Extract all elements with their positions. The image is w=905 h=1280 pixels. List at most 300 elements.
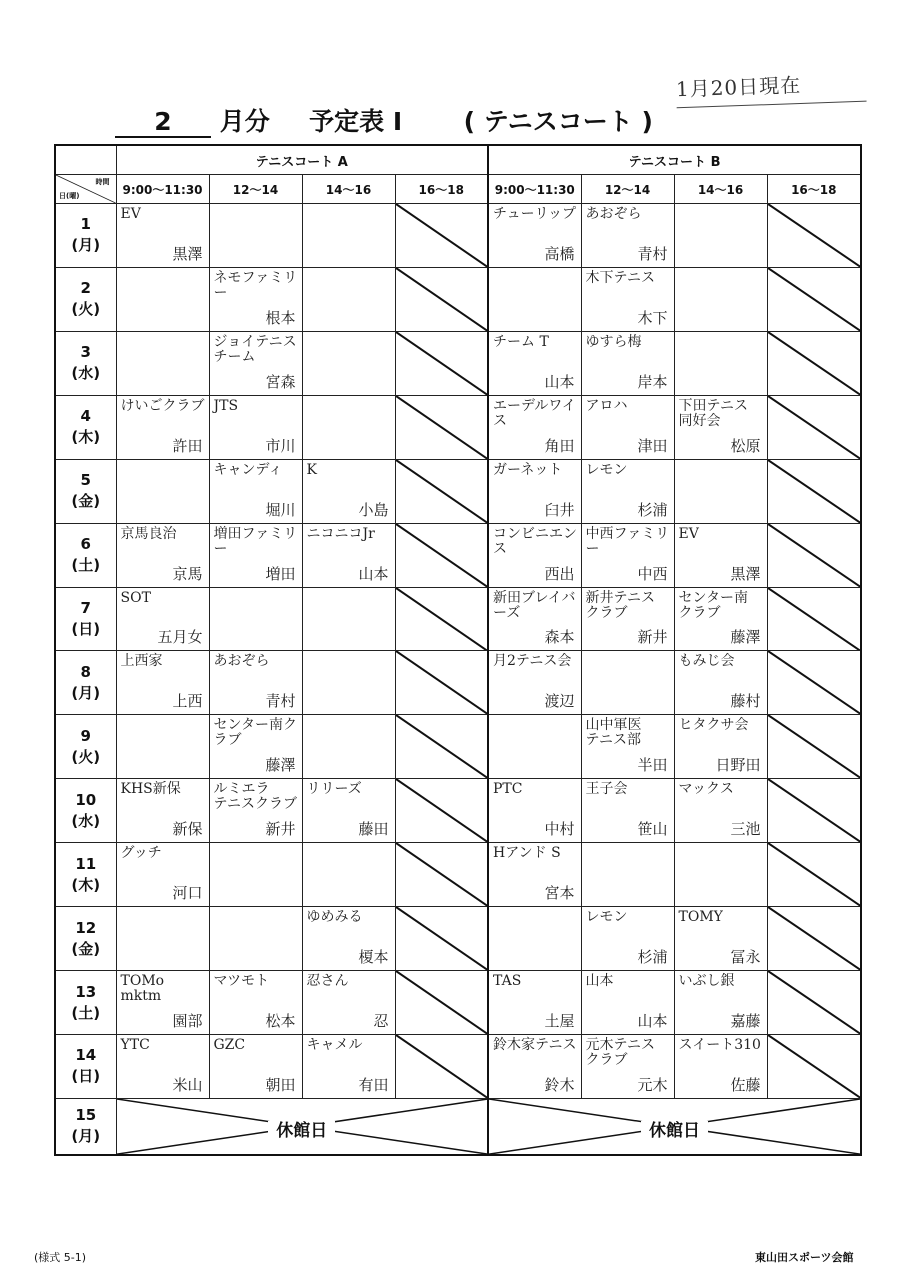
weekday: (金) [71, 939, 101, 958]
reservation-slot [581, 715, 674, 779]
day-label [55, 779, 116, 843]
reservation-slot [116, 395, 209, 459]
representative-name: 高橋 [544, 244, 575, 263]
group-name: TAS [493, 973, 522, 990]
representative-name: 渡辺 [544, 692, 575, 711]
reservation-slot [302, 267, 395, 331]
weekday: (日) [71, 619, 101, 638]
reservation-slot [116, 971, 209, 1035]
group-name: コンビニエンス [493, 525, 578, 557]
representative-name: 佐藤 [730, 1075, 761, 1094]
representative-name: 園部 [172, 1011, 203, 1030]
day-number: 13 [75, 982, 97, 1001]
reservation-slot [581, 651, 674, 715]
group-name: Hアンド S [493, 845, 561, 862]
day-number: 3 [80, 343, 91, 362]
group-name: ルミエラ テニスクラブ [213, 781, 297, 813]
reservation-slot [302, 331, 395, 395]
unavailable-slot [767, 715, 861, 779]
reservation-slot [302, 459, 395, 523]
unavailable-slot [395, 651, 488, 715]
group-name: キャメル [306, 1036, 363, 1053]
reservation-slot [674, 971, 767, 1035]
unavailable-slot [395, 459, 488, 523]
corner-time-label: 時間 [95, 178, 110, 186]
group-name: スイート310 [678, 1036, 761, 1053]
weekday: (水) [71, 364, 101, 383]
reservation-slot [302, 395, 395, 459]
representative-name: 榎本 [358, 948, 389, 967]
group-name: マツモト [213, 973, 270, 990]
representative-name: 笹山 [637, 820, 668, 839]
reservation-slot [674, 204, 767, 268]
representative-name: 岸本 [637, 372, 668, 391]
title-facility: ( テニスコート ) [463, 107, 653, 136]
representative-name: 米山 [172, 1075, 203, 1094]
day-label [55, 843, 116, 907]
group-name: SOT [120, 589, 151, 606]
group-name: レモン [585, 909, 628, 926]
unavailable-slot [767, 459, 861, 523]
reservation-slot [302, 971, 395, 1035]
reservation-slot [674, 779, 767, 843]
reservation-slot [209, 267, 302, 331]
group-name: 増田ファミリー [213, 525, 298, 557]
reservation-slot [209, 907, 302, 971]
day-label [55, 459, 116, 523]
day-row [55, 331, 861, 395]
unavailable-slot [395, 843, 488, 907]
group-name: 鈴木家テニス [493, 1036, 577, 1053]
corner-header [55, 175, 116, 204]
representative-name: 朝田 [265, 1075, 296, 1094]
closed-label: 休館日 [641, 1121, 708, 1141]
unavailable-slot [395, 267, 488, 331]
time-slot-header: 16～18 [767, 175, 861, 204]
reservation-slot [209, 587, 302, 651]
group-name: GZC [213, 1036, 246, 1053]
reservation-slot [209, 843, 302, 907]
reservation-slot [488, 395, 581, 459]
reservation-slot [581, 204, 674, 268]
unavailable-slot [395, 1034, 488, 1098]
day-row [55, 459, 861, 523]
reservation-slot [302, 587, 395, 651]
group-name: EV [120, 206, 141, 222]
reservation-slot [116, 459, 209, 523]
group-name: 上西家 [120, 653, 163, 670]
court-a-header: テニスコート A [116, 145, 488, 175]
group-name: キャンディ [213, 461, 283, 478]
unavailable-slot [395, 971, 488, 1035]
group-name: いぶし銀 [678, 973, 735, 990]
reservation-slot [488, 843, 581, 907]
representative-name: 冨永 [730, 948, 761, 967]
reservation-slot [209, 651, 302, 715]
unavailable-slot [395, 587, 488, 651]
day-row [55, 1034, 861, 1098]
group-name: アロハ [585, 397, 628, 414]
reservation-slot [581, 907, 674, 971]
representative-name: 松原 [730, 436, 761, 455]
representative-name: 木下 [637, 308, 668, 327]
representative-name: 新保 [172, 820, 203, 839]
weekday: (火) [71, 747, 101, 766]
reservation-slot [116, 331, 209, 395]
group-name: 京馬良治 [120, 525, 177, 542]
representative-name: 宮本 [544, 884, 575, 903]
reservation-slot [674, 459, 767, 523]
reservation-slot [581, 523, 674, 587]
representative-name: 堀川 [265, 500, 296, 519]
reservation-slot [488, 1034, 581, 1098]
group-name: 王子会 [585, 781, 628, 798]
weekday: (土) [71, 556, 101, 575]
day-row [55, 395, 861, 459]
weekday: (金) [71, 492, 101, 511]
group-name: チーム T [493, 333, 549, 350]
group-name: KHS新保 [120, 781, 181, 798]
unavailable-slot [395, 779, 488, 843]
reservation-slot [488, 459, 581, 523]
group-name: あおぞら [585, 206, 642, 222]
reservation-slot [116, 587, 209, 651]
group-name: ゆめみる [306, 909, 363, 926]
reservation-slot [116, 1034, 209, 1098]
title-month-suffix: 月分 [219, 107, 270, 136]
reservation-slot [674, 331, 767, 395]
reservation-slot [116, 779, 209, 843]
day-label [55, 1034, 116, 1098]
group-name: ネモファミリー [213, 269, 298, 301]
group-name: K [306, 461, 317, 478]
unavailable-slot [767, 971, 861, 1035]
reservation-slot [581, 395, 674, 459]
representative-name: 青村 [265, 692, 296, 711]
reservation-slot [488, 267, 581, 331]
day-number: 14 [75, 1046, 97, 1065]
reservation-slot [488, 523, 581, 587]
unavailable-slot [767, 204, 861, 268]
day-number: 15 [75, 1106, 97, 1125]
day-label [55, 1098, 116, 1155]
reservation-slot [302, 907, 395, 971]
reservation-slot [581, 779, 674, 843]
reservation-slot [116, 267, 209, 331]
group-name: マックス [678, 781, 734, 798]
representative-name: 西出 [544, 564, 575, 583]
representative-name: 忍 [373, 1011, 389, 1030]
group-name: 元木テニス クラブ [585, 1036, 655, 1068]
representative-name: 山本 [358, 564, 389, 583]
reservation-slot [488, 779, 581, 843]
representative-name: 杉浦 [637, 948, 668, 967]
reservation-slot [302, 779, 395, 843]
group-name: 木下テニス [585, 269, 655, 286]
representative-name: 臼井 [544, 500, 575, 519]
weekday: (土) [71, 1003, 101, 1022]
unavailable-slot [395, 523, 488, 587]
day-label [55, 651, 116, 715]
reservation-slot [116, 907, 209, 971]
group-name: 山中軍医 テニス部 [585, 717, 642, 749]
day-label [55, 523, 116, 587]
unavailable-slot [395, 907, 488, 971]
unavailable-slot [395, 395, 488, 459]
representative-name: 松本 [265, 1011, 296, 1030]
group-name: EV [678, 525, 699, 542]
representative-name: 津田 [637, 436, 668, 455]
closed-day-cell [116, 1098, 488, 1155]
weekday: (水) [71, 811, 101, 830]
unavailable-slot [767, 907, 861, 971]
time-slot-header: 14～16 [302, 175, 395, 204]
reservation-slot [488, 204, 581, 268]
time-slot-header: 12～14 [581, 175, 674, 204]
representative-name: 五月女 [157, 628, 203, 647]
group-name: 山本 [585, 973, 614, 990]
day-number: 6 [80, 535, 91, 554]
group-name: けいごクラブ [120, 397, 205, 414]
weekday: (木) [71, 428, 101, 447]
group-name: 忍さん [306, 973, 349, 990]
weekday: (火) [71, 300, 101, 319]
reservation-slot [209, 1034, 302, 1098]
representative-name: 藤田 [358, 820, 389, 839]
group-name: TOMo mktm [120, 973, 165, 1005]
reservation-slot [581, 267, 674, 331]
reservation-slot [674, 267, 767, 331]
day-number: 7 [80, 598, 91, 617]
group-name: センター南クラブ [213, 717, 297, 749]
representative-name: 有田 [358, 1075, 389, 1094]
time-slot-header: 9:00～11:30 [488, 175, 581, 204]
representative-name: 藤澤 [730, 628, 761, 647]
time-slot-header: 9:00～11:30 [116, 175, 209, 204]
reservation-slot [674, 587, 767, 651]
reservation-slot [488, 907, 581, 971]
day-label [55, 267, 116, 331]
group-name: PTC [493, 781, 523, 798]
representative-name: 新井 [637, 628, 668, 647]
representative-name: 日野田 [715, 756, 761, 775]
day-row [55, 779, 861, 843]
day-number: 11 [75, 854, 97, 873]
unavailable-slot [767, 1034, 861, 1098]
group-name: 新田ブレイバーズ [493, 589, 576, 621]
weekday: (月) [71, 683, 101, 702]
unavailable-slot [767, 331, 861, 395]
reservation-slot [209, 715, 302, 779]
unavailable-slot [395, 715, 488, 779]
group-name: YTC [120, 1036, 150, 1053]
day-row [55, 907, 861, 971]
day-label [55, 331, 116, 395]
day-label [55, 715, 116, 779]
reservation-slot [581, 459, 674, 523]
day-label [55, 971, 116, 1035]
representative-name: 黒澤 [730, 564, 761, 583]
reservation-slot [581, 587, 674, 651]
reservation-slot [209, 779, 302, 843]
group-name: レモン [585, 461, 628, 478]
day-row [55, 715, 861, 779]
representative-name: 中村 [544, 820, 575, 839]
as-of-date-stamp: 1月20日現在 [675, 67, 866, 109]
representative-name: 根本 [265, 308, 296, 327]
representative-name: 藤澤 [265, 756, 296, 775]
representative-name: 半田 [637, 756, 668, 775]
day-row [55, 651, 861, 715]
representative-name: 杉浦 [637, 500, 668, 519]
representative-name: 鈴木 [544, 1075, 575, 1094]
unavailable-slot [767, 267, 861, 331]
corner-day-label: 日(曜) [59, 192, 80, 200]
unavailable-slot [395, 331, 488, 395]
form-number: (様式 5-1) [34, 1251, 87, 1264]
unavailable-slot [767, 651, 861, 715]
weekday: (月) [71, 236, 101, 255]
representative-name: 小島 [358, 500, 389, 519]
representative-name: 青村 [637, 244, 668, 263]
unavailable-slot [767, 779, 861, 843]
group-name: 下田テニス 同好会 [678, 397, 748, 429]
group-name: エーデルワイス [493, 397, 576, 429]
representative-name: 元木 [637, 1075, 668, 1094]
reservation-slot [674, 1034, 767, 1098]
reservation-slot [209, 331, 302, 395]
reservation-slot [302, 523, 395, 587]
day-number: 10 [75, 790, 97, 809]
reservation-slot [674, 907, 767, 971]
group-name: センター南 クラブ [678, 589, 748, 621]
reservation-slot [209, 971, 302, 1035]
reservation-slot [674, 843, 767, 907]
reservation-slot [302, 651, 395, 715]
reservation-slot [488, 651, 581, 715]
closed-day-cell [488, 1098, 861, 1155]
group-name: ジョイテニス チーム [213, 333, 297, 365]
representative-name: 許田 [172, 436, 203, 455]
group-name: ニコニコJr [306, 525, 375, 542]
representative-name: 角田 [544, 436, 575, 455]
representative-name: 市川 [265, 436, 296, 455]
reservation-slot [581, 971, 674, 1035]
day-number: 9 [80, 726, 91, 745]
unavailable-slot [767, 395, 861, 459]
reservation-slot [674, 715, 767, 779]
group-name: もみじ会 [678, 653, 735, 670]
reservation-slot [488, 331, 581, 395]
schedule-table [54, 144, 862, 1156]
group-name: TOMY [678, 909, 723, 926]
representative-name: 山本 [637, 1011, 668, 1030]
representative-name: 増田 [265, 564, 296, 583]
reservation-slot [209, 523, 302, 587]
representative-name: 土屋 [544, 1011, 575, 1030]
reservation-slot [302, 1034, 395, 1098]
day-number: 4 [80, 407, 91, 426]
representative-name: 宮森 [265, 372, 296, 391]
day-row [55, 843, 861, 907]
reservation-slot [674, 523, 767, 587]
reservation-slot [116, 523, 209, 587]
unavailable-slot [395, 204, 488, 268]
unavailable-slot [767, 587, 861, 651]
representative-name: 新井 [265, 820, 296, 839]
title-month: 2 [115, 107, 211, 138]
reservation-slot [581, 843, 674, 907]
group-name: 新井テニス クラブ [585, 589, 655, 621]
day-label [55, 587, 116, 651]
reservation-slot [302, 715, 395, 779]
reservation-slot [488, 587, 581, 651]
time-slot-header: 16～18 [395, 175, 488, 204]
representative-name: 三池 [730, 820, 761, 839]
weekday: (木) [71, 875, 101, 894]
day-number: 1 [80, 215, 91, 234]
group-name: 月2テニス会 [493, 653, 572, 670]
day-row [55, 267, 861, 331]
reservation-slot [209, 395, 302, 459]
reservation-slot [116, 715, 209, 779]
representative-name: 京馬 [172, 564, 203, 583]
group-name: ゆすら梅 [585, 333, 642, 350]
reservation-slot [488, 971, 581, 1035]
unavailable-slot [767, 843, 861, 907]
reservation-slot [209, 459, 302, 523]
representative-name: 山本 [544, 372, 575, 391]
time-slot-header: 12～14 [209, 175, 302, 204]
representative-name: 藤村 [730, 692, 761, 711]
representative-name: 上西 [172, 692, 203, 711]
day-row [55, 523, 861, 587]
representative-name: 中西 [637, 564, 668, 583]
group-name: ガーネット [493, 461, 563, 478]
reservation-slot [302, 843, 395, 907]
day-number: 5 [80, 471, 91, 490]
day-row [55, 204, 861, 268]
day-number: 2 [80, 279, 91, 298]
group-name: リリーズ [306, 781, 362, 798]
reservation-slot [674, 651, 767, 715]
weekday: (日) [71, 1067, 101, 1086]
reservation-slot [674, 395, 767, 459]
reservation-slot [581, 1034, 674, 1098]
page-title [115, 102, 815, 142]
group-name: あおぞら [213, 653, 270, 670]
time-slot-header: 14～16 [674, 175, 767, 204]
group-name: JTS [213, 397, 239, 414]
representative-name: 黒澤 [172, 244, 203, 263]
organization-name: 東山田スポーツ会館 [755, 1251, 854, 1264]
day-row [55, 971, 861, 1035]
unavailable-slot [767, 523, 861, 587]
day-label [55, 907, 116, 971]
weekday: (月) [71, 1127, 101, 1146]
reservation-slot [116, 651, 209, 715]
corner-blank [55, 145, 116, 175]
representative-name: 森本 [544, 628, 575, 647]
group-name: ヒタクサ会 [678, 717, 749, 734]
reservation-slot [116, 204, 209, 268]
day-number: 8 [80, 662, 91, 681]
day-label [55, 204, 116, 268]
reservation-slot [488, 715, 581, 779]
reservation-slot [116, 843, 209, 907]
court-b-header: テニスコート B [488, 145, 861, 175]
day-row [55, 587, 861, 651]
